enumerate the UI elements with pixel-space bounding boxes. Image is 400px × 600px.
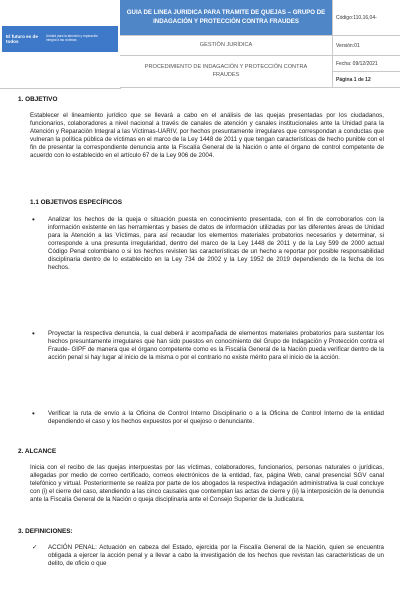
list-item (30, 544, 384, 568)
list-item (30, 330, 384, 362)
date-label: Fecha: 09/12/2021 (332, 56, 400, 72)
procedure-label: PROCEDIMIENTO DE INDAGACIÓN Y PROTECCIÓN CONTRA FRAUDES (120, 56, 332, 88)
logo-cell (0, 0, 121, 89)
logo-sub-text: Unidad para la atención y reparación integral a las víctimas (46, 34, 99, 42)
code-label: Código:110,16,04- (332, 0, 400, 36)
objetivo-text: Establecer el lineamiento jurídico que se llevará a cabo en el análisis de las quejas presentadas por los ciudadanos, funcionarios, colaboradores a nivel nacional a través de canales de atención y canales institucionales ante la Unidad para la Atención y Reparación Integral a las Víctimas-UARIV, por hechos presuntamente irregulares que correspondan a conductas que vulneran la política pública de víctimas en el marco de la Ley 1448 de 2011 y que tengan características de hecho punible con el fin de presentar la correspondiente denuncia ante la Fiscalía General de la Nación o ante el órgano de control competente de acuerdo con lo establecido en el artículo 67 de la Ley 906 de 2004. (30, 112, 384, 159)
version-label: Versión:01 (332, 36, 400, 56)
unidad-victimas-logo (2, 26, 118, 52)
objetivo-heading: 1. OBJETIVO (18, 96, 58, 103)
bullet-text: Verificar la ruta de envío a la Oficina de Control Interno Disciplinario o a la Oficina de Control Interno de la entidad dependiendo el caso y los hechos expuestos por el quejoso o denunciante. (48, 410, 384, 425)
objetivos-especificos-heading: 1.1 OBJETIVOS ESPECÍFICOS (30, 199, 122, 206)
bullet-icon: • (32, 329, 35, 338)
list-item (30, 216, 384, 272)
bullet-icon: • (32, 215, 35, 224)
list-item (30, 410, 384, 426)
alcance-heading: 2. ALCANCE (18, 448, 57, 455)
check-icon: ✓ (32, 544, 38, 551)
bullet-text: Analizar los hechos de la queja o situación puesta en conocimiento presentada, con el fin de corroborarlos con la información existente en las herramientas y bases de datos de información utilizadas por las diferentes áreas de Unidad para la Atención a las Víctimas, para así recaudar los elementos materiales probatorios necesarios y determinar, si corresponde a una presunta irregularidad, dentro del marco de la Ley 1448 de 2011 y de la Ley 599 de 2000 actual Código Penal colombiano o si los hechos revisten las características de un hecho a reportar por posible responsabilidad disciplinaria dentro de lo establecido en la Ley 734 de 2002 y la Ley 1952 de 2019 dependiendo de la fecha de los hechos. (48, 216, 384, 271)
area-label: GESTIÓN JURÍDICA (120, 36, 332, 56)
bullet-icon: • (32, 409, 35, 418)
bullet-text: Proyectar la respectiva denuncia, la cual deberá ir acompañada de elementos materiales probatorios para sustentar los hechos presuntamente irregulares que han sido puestos en conocimiento del Grupo de Indagación y Protección contra el Fraude- GIPF de manera que el órgano competente como es la Fiscalía General de la Nación pueda verificar dentro de la acción penal si hay lugar al inicio de la misma o por el contrario no existe mérito para el inicio de la acción. (48, 330, 384, 361)
page-number-label: Página 1 de 12 (332, 72, 400, 88)
definition-text: ACCIÓN PENAL: Actuación en cabeza del Estado, ejercida por la Fiscalía General de la Nación, quien se encuentra obligada a ejercer la acción penal y a llevar a cabo la investigación de los hechos que revistan las características de un delito, de oficio o que (48, 544, 384, 567)
logo-main-text: El futuro es de todos (6, 34, 38, 44)
alcance-text: Inicia con el recibo de las quejas interpuestas por las víctimas, colaboradores, funcionarios, personas naturales o jurídicas, allegadas por medio de correo certificado, correos electrónicos de la entidad, fax, página Web, canal presencial SGV canal telefónico y virtual. Posteriormente se realiza por parte de los abogados la respectiva indagación administrativa la cual concluye con (i) el cierre del caso, atendiendo a las cinco causales que contemplan las actas de cierre y (ii) la interposición de la denuncia ante la Fiscalía General de la Nación o queja disciplinaria ante el Consejo Superior de la Judicatura. (30, 464, 384, 503)
document-header (0, 0, 400, 88)
definiciones-heading: 3. DEFINICIONES: (18, 528, 73, 535)
document-title: GUIA DE LINEA JURIDICA PARA TRAMITE DE QUEJAS – GRUPO DE INDAGACIÓN Y PROTECCIÓN CONTRA FRAUDES (120, 0, 332, 36)
